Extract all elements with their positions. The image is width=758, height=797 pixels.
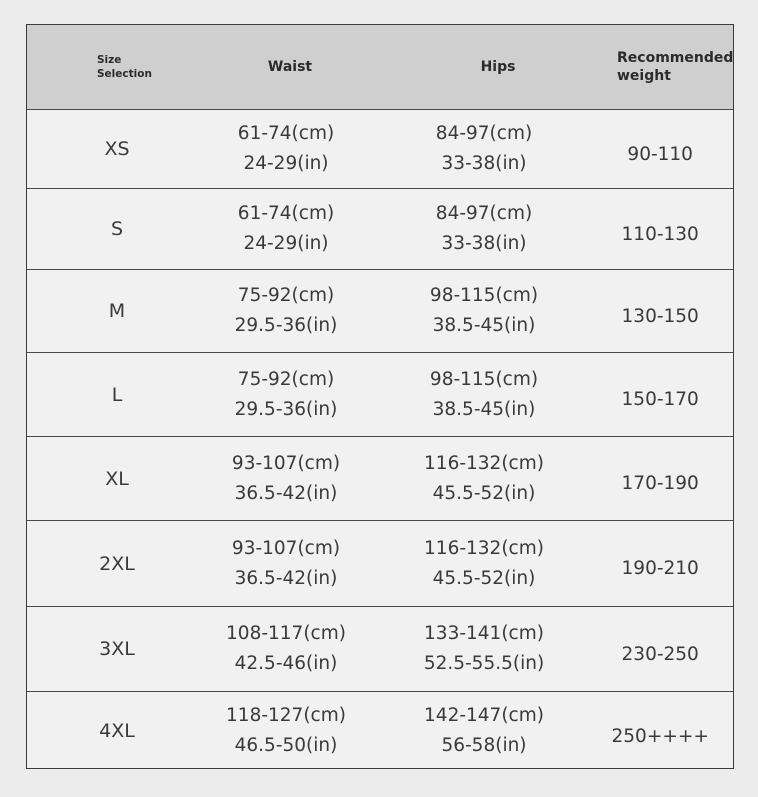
waist-cell xyxy=(187,189,367,269)
size-label: S xyxy=(110,218,124,240)
weight-cell: 230-250 xyxy=(621,643,699,665)
waist-cell xyxy=(187,353,367,436)
hips-cm: 116-132(cm) xyxy=(424,537,544,559)
waist-cell xyxy=(187,692,367,770)
hips-cell xyxy=(367,437,599,520)
hips-cm: 98-115(cm) xyxy=(429,368,539,390)
waist-cm: 75-92(cm) xyxy=(237,368,335,390)
weight-cell: 250++++ xyxy=(611,725,709,747)
hips-in: 38.5-45(in) xyxy=(432,315,536,336)
waist-cm: 61-74(cm) xyxy=(237,123,335,144)
table-row xyxy=(27,110,733,188)
size-label: XS xyxy=(104,138,130,160)
waist-cell xyxy=(187,110,367,188)
waist-in: 46.5-50(in) xyxy=(234,735,338,756)
waist-cm: 61-74(cm) xyxy=(237,203,335,224)
hips-in: 38.5-45(in) xyxy=(432,398,536,420)
waist-in: 29.5-36(in) xyxy=(234,315,338,336)
hips-in: 33-38(in) xyxy=(441,153,527,174)
waist-cell xyxy=(187,607,367,691)
table-row xyxy=(27,352,733,436)
size-label: XL xyxy=(105,467,129,490)
waist-in: 36.5-42(in) xyxy=(234,482,338,504)
table-header-row xyxy=(27,25,733,110)
waist-cell xyxy=(187,270,367,352)
hips-cm: 84-97(cm) xyxy=(435,123,533,144)
weight-cell: 110-130 xyxy=(621,223,699,245)
size-label: 4XL xyxy=(99,720,135,742)
hips-cm: 133-141(cm) xyxy=(424,623,544,644)
waist-cm: 108-117(cm) xyxy=(226,623,346,644)
hips-cell xyxy=(367,189,599,269)
weight-cell: 150-170 xyxy=(621,389,699,410)
hips-cm: 98-115(cm) xyxy=(429,285,539,306)
waist-cm: 93-107(cm) xyxy=(231,452,341,474)
hips-cell xyxy=(367,270,599,352)
size-label: 2XL xyxy=(99,552,135,575)
hips-cell xyxy=(367,110,599,188)
hips-cell xyxy=(367,521,599,606)
size-chart-table xyxy=(26,24,734,769)
hips-cell xyxy=(367,353,599,436)
size-label: 3XL xyxy=(99,638,135,660)
hips-in: 45.5-52(in) xyxy=(432,567,536,589)
hips-in: 56-58(in) xyxy=(441,735,527,756)
waist-cm: 118-127(cm) xyxy=(226,705,346,726)
hips-in: 52.5-55.5(in) xyxy=(423,653,545,674)
table-row xyxy=(27,606,733,691)
weight-cell: 170-190 xyxy=(621,473,699,494)
hips-cell xyxy=(367,692,599,770)
weight-cell: 130-150 xyxy=(621,305,699,327)
table-row xyxy=(27,691,733,770)
table-row xyxy=(27,520,733,606)
table-row xyxy=(27,436,733,520)
waist-in: 29.5-36(in) xyxy=(234,398,338,420)
waist-cm: 93-107(cm) xyxy=(231,537,341,559)
header-recommended-weight: Recommended weight xyxy=(617,50,734,84)
waist-cell xyxy=(187,437,367,520)
hips-in: 33-38(in) xyxy=(441,233,527,254)
table-row xyxy=(27,188,733,269)
header-waist: Waist xyxy=(267,59,313,75)
hips-cm: 116-132(cm) xyxy=(424,452,544,474)
weight-cell: 190-210 xyxy=(621,558,699,579)
header-hips: Hips xyxy=(480,59,516,75)
table-row xyxy=(27,269,733,352)
hips-cm: 142-147(cm) xyxy=(424,705,544,726)
size-label: L xyxy=(111,383,123,406)
waist-in: 24-29(in) xyxy=(243,233,329,254)
waist-in: 36.5-42(in) xyxy=(234,567,338,589)
weight-cell: 90-110 xyxy=(627,143,693,165)
waist-in: 42.5-46(in) xyxy=(234,653,338,674)
hips-in: 45.5-52(in) xyxy=(432,482,536,504)
size-label: M xyxy=(108,300,126,322)
hips-cell xyxy=(367,607,599,691)
hips-cm: 84-97(cm) xyxy=(435,203,533,224)
waist-cell xyxy=(187,521,367,606)
waist-in: 24-29(in) xyxy=(243,153,329,174)
waist-cm: 75-92(cm) xyxy=(237,285,335,306)
header-size-selection: Size Selection xyxy=(97,54,152,80)
